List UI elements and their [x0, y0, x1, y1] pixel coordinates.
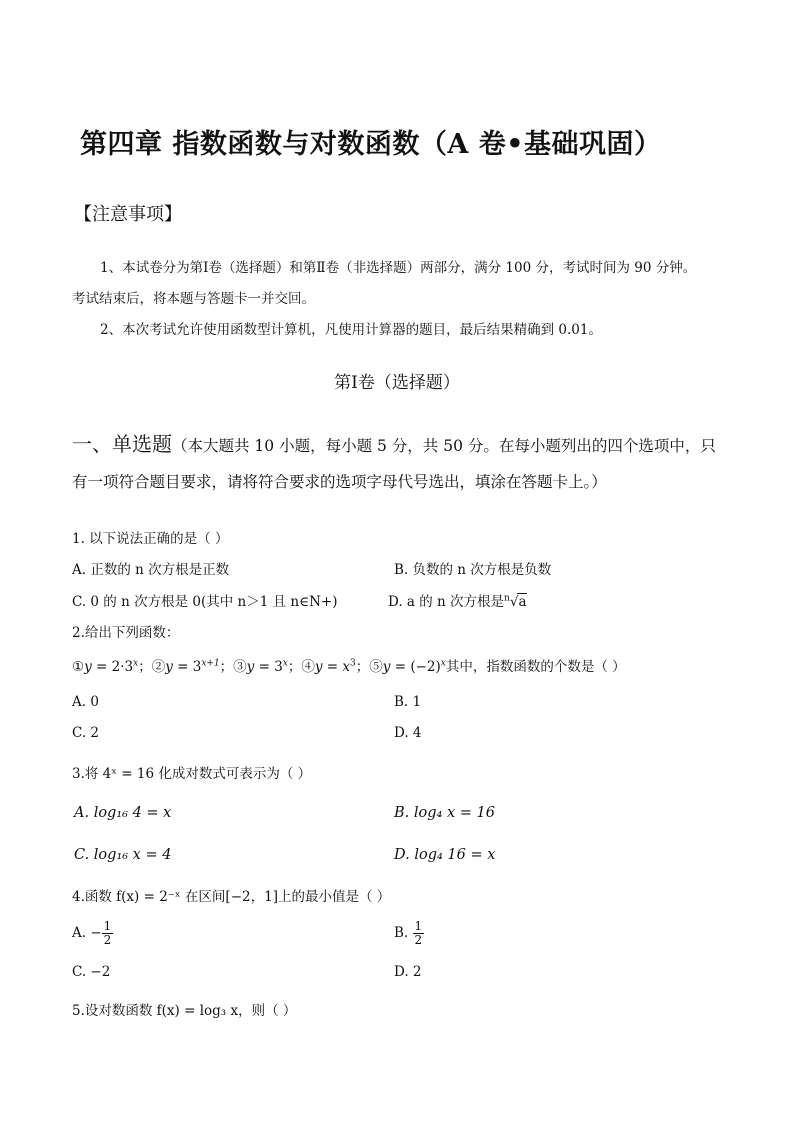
- question-2-option-a: A. 0: [72, 694, 99, 710]
- question-2-functions: [72, 655, 626, 675]
- question-2-suffix: 其中，指数函数的个数是（ ）: [445, 659, 626, 675]
- question-2-option-c: C. 2: [72, 725, 100, 741]
- notice-heading: 【注意事项】: [74, 204, 182, 225]
- func-4: ④y = $x^3$；: [301, 658, 370, 675]
- question-3-option-d: D. log₄ 16 = x: [394, 847, 496, 863]
- question-4-option-c: C. −2: [72, 964, 111, 980]
- func-5: ⑤y = $(-2)^x$: [369, 658, 446, 675]
- question-4-stem: 4.函数 f(x) = 2⁻ˣ 在区间[−2，1]上的最小值是（ ）: [72, 889, 391, 905]
- fraction-denominator: 2: [103, 933, 112, 947]
- question-1-option-d-text: D. a 的 n 次方根是: [388, 594, 505, 610]
- root-index: n: [504, 593, 510, 604]
- part-note: （本大题共 10 小题，每小题 5 分，共 50 分。在每小题列出的四个选项中，只: [172, 437, 716, 455]
- fraction-numerator: 1: [414, 919, 423, 933]
- part-heading-label: 一、单选题: [72, 432, 172, 456]
- question-1-option-d: [388, 590, 527, 610]
- question-2-stem: 2.给出下列函数：: [72, 625, 180, 641]
- question-1-option-c: C. 0 的 n 次方根是 0(其中 n＞1 且 n∈N+): [72, 594, 338, 610]
- fraction-denominator: 2: [414, 933, 423, 947]
- question-2-option-d: D. 4: [394, 725, 422, 741]
- notice-line-1b: 考试结束后，将本题与答题卡一并交回。: [72, 291, 315, 307]
- part-heading: [72, 428, 716, 457]
- question-1-stem: 1. 以下说法正确的是（ ）: [72, 531, 229, 547]
- notice-line-1: 1、本试卷分为第Ⅰ卷（选择题）和第Ⅱ卷（非选择题）两部分，满分 100 分，考试时间为 90 分钟。: [100, 260, 697, 276]
- func-1: ①y = $2\cdot 3^x$；: [72, 658, 152, 675]
- question-3-stem: 3.将 4ˣ = 16 化成对数式可表示为（ ）: [72, 766, 312, 782]
- radicand: a: [518, 594, 527, 610]
- part-note-2: 有一项符合题目要求，请将符合要求的选项字母代号选出，填涂在答题卡上。）: [72, 473, 607, 491]
- question-3-option-c: C. log₁₆ x = 4: [74, 847, 172, 863]
- fraction: [413, 920, 425, 947]
- question-4-option-a: [72, 920, 113, 947]
- question-3-option-b: B. log₄ x = 16: [394, 805, 495, 821]
- radical-icon: √: [509, 594, 519, 610]
- page-title: 第四章 指数函数与对数函数（A 卷•基础巩固）: [80, 129, 662, 160]
- fraction: [102, 920, 114, 947]
- question-3-option-a: A. log₁₆ 4 = x: [74, 805, 172, 821]
- notice-line-2: 2、本次考试允许使用函数型计算机，凡使用计算器的题目，最后结果精确到 0.01。: [100, 322, 602, 338]
- question-1-option-b: B. 负数的 n 次方根是负数: [394, 562, 552, 578]
- question-4-option-b: [394, 920, 424, 947]
- question-4-option-a-label: A. −: [72, 925, 102, 941]
- question-4-option-d: D. 2: [394, 964, 422, 980]
- question-4-option-b-label: B.: [394, 925, 413, 941]
- section-title: 第Ⅰ卷（选择题）: [334, 373, 460, 393]
- fraction-numerator: 1: [103, 919, 112, 933]
- func-2: ②y = $3^{x+1}$；: [151, 658, 234, 675]
- question-5-stem: 5.设对数函数 f(x) = log₃ x，则（ ）: [72, 1003, 297, 1019]
- func-3: ③y = $3^x$；: [233, 658, 302, 675]
- question-1-option-a: A. 正数的 n 次方根是正数: [72, 562, 230, 578]
- question-2-option-b: B. 1: [394, 694, 422, 710]
